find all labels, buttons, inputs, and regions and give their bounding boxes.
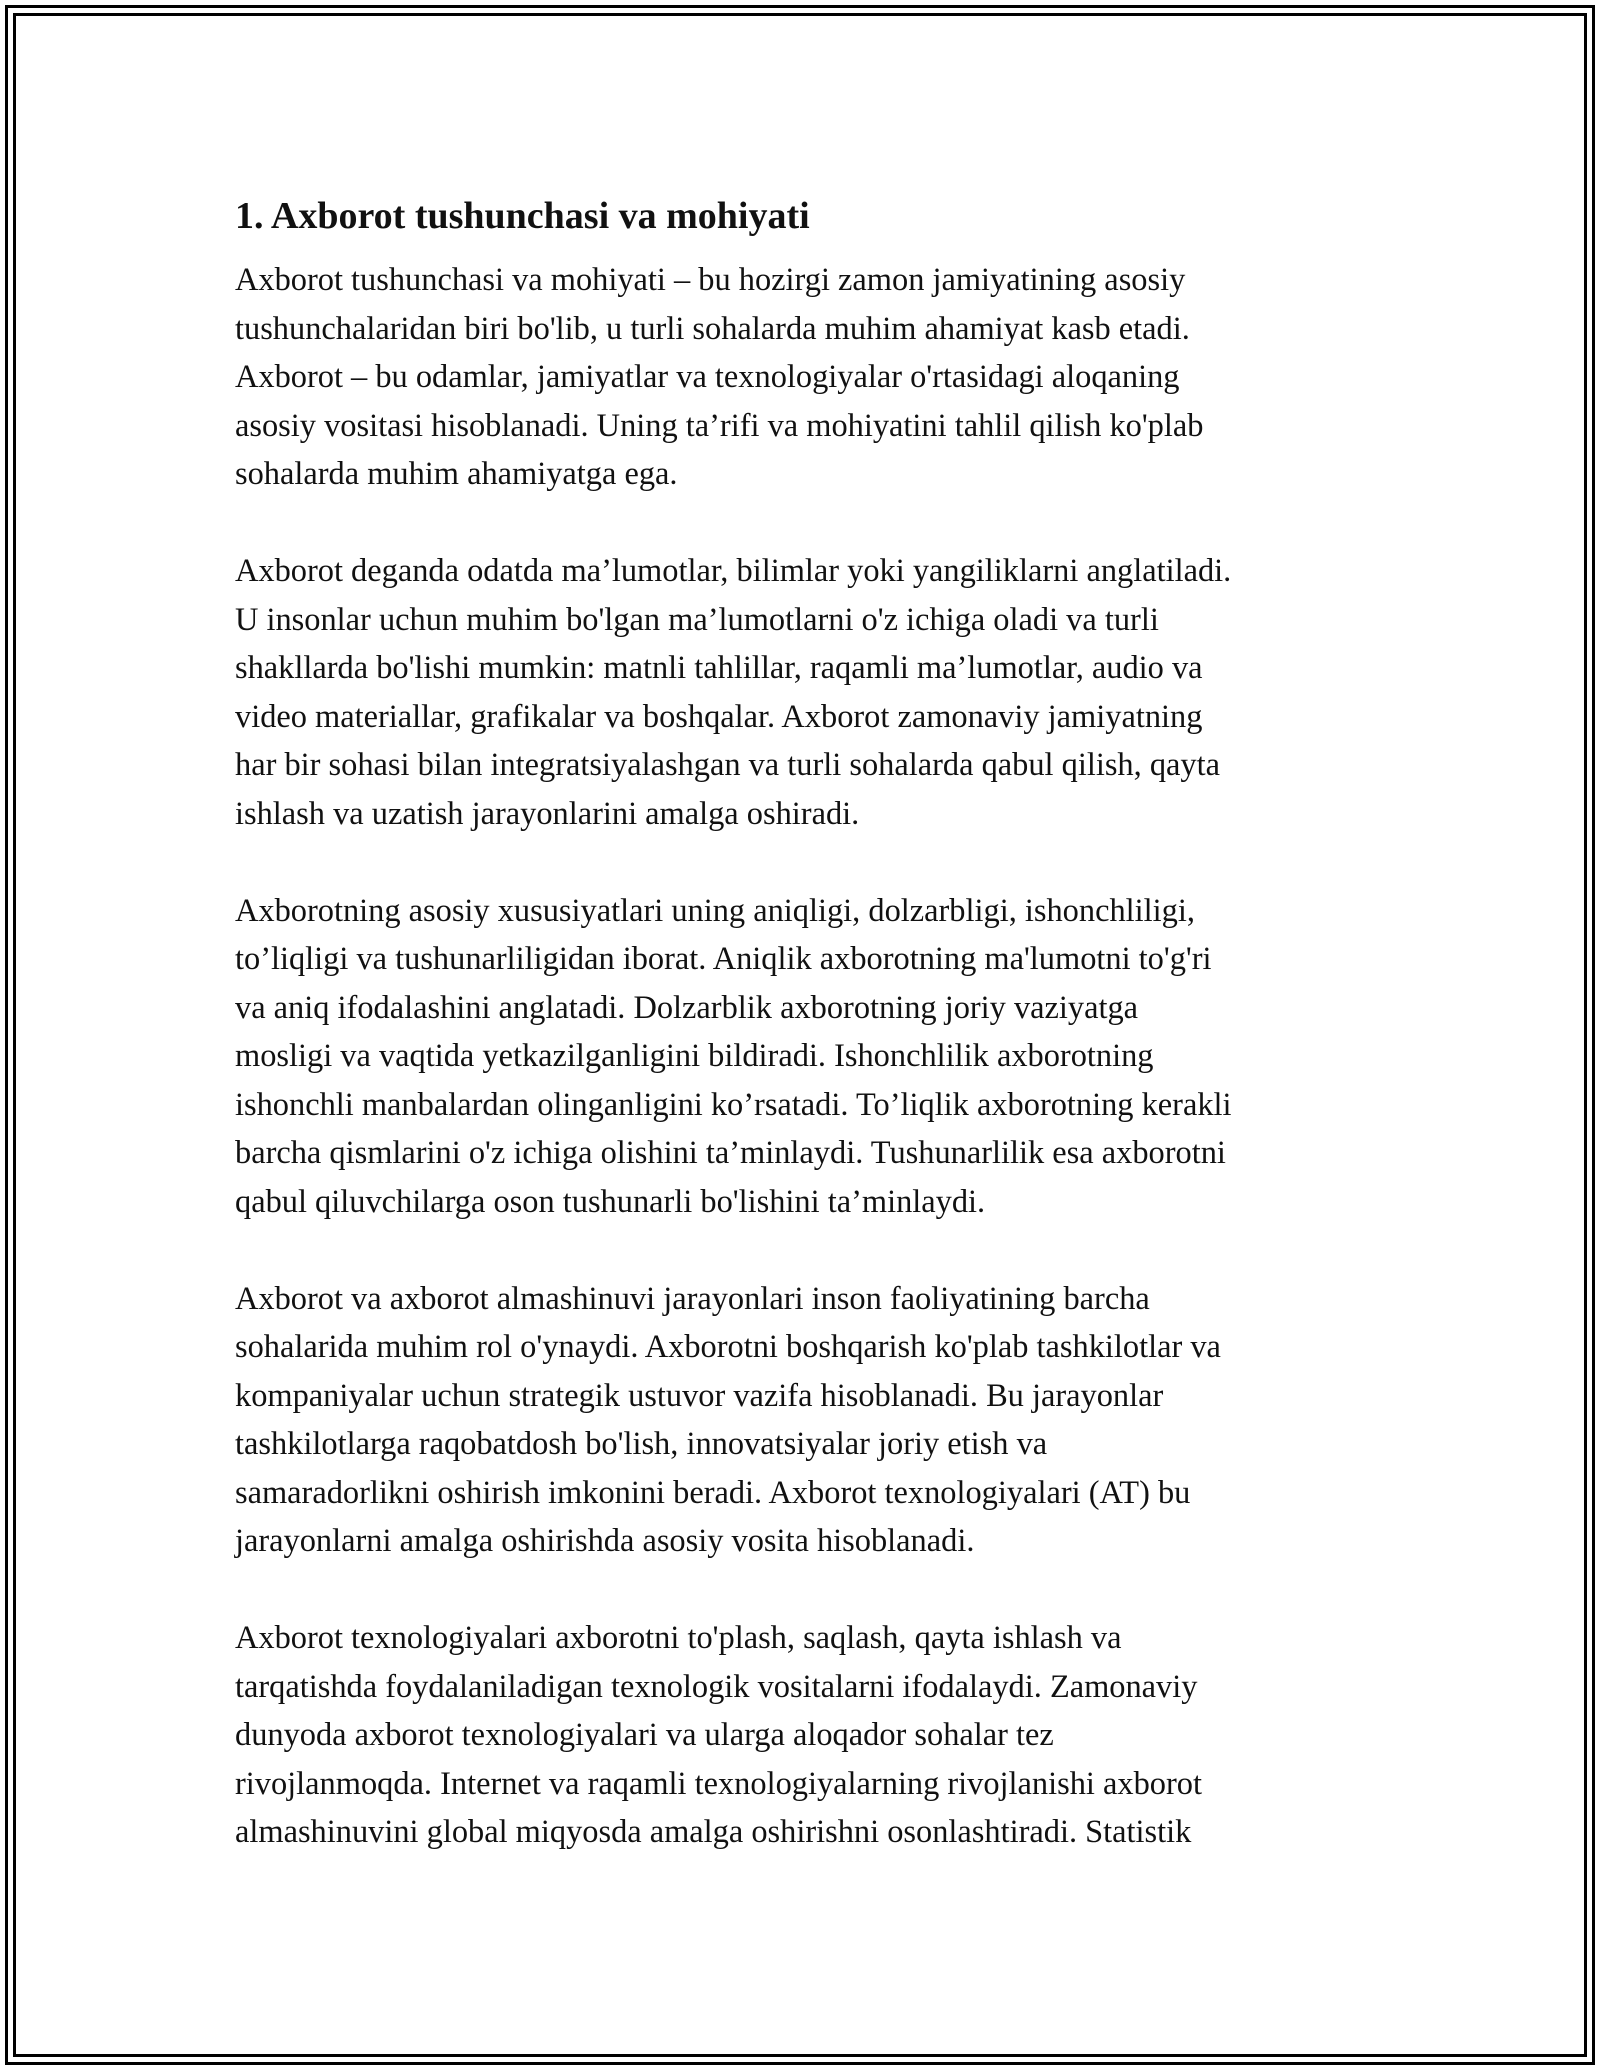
document-body	[235, 186, 1375, 1905]
paragraph: Axborot texnologiyalari axborotni to'plash, saqlash, qayta ishlash va tarqatishda foydalaniladigan texnologik vositalarni ifodalaydi. Zamonaviy dunyoda axborot texnologiyalari va ularga aloqador sohalar tez rivojlanmoqda. Internet va raqamli texnologiyalarning rivojlanishi axborot almashinuvini global miqyosda amalga oshirishni osonlashtiradi. Statistik	[235, 1620, 1202, 1850]
paragraph: Axborot va axborot almashinuvi jarayonlari inson faoliyatining barcha sohalarida muhim rol o'ynaydi. Axborotni boshqarish ko'plab tashkilotlar va kompaniyalar uchun strategik ustuvor vazifa hisoblanadi. Bu jarayonlar tashkilotlarga raqobatdosh bo'lish, innovatsiyalar joriy etish va samaradorlikni oshirish imkonini beradi. Axborot texnologiyalari (AT) bu jarayonlarni amalga oshirishda asosiy vosita hisoblanadi.	[235, 1280, 1221, 1559]
paragraph: Axborotning asosiy xususiyatlari uning aniqligi, dolzarbligi, ishonchliligi, to’liqligi va tushunarliligidan iborat. Aniqlik axborotning ma'lumotni to'g'ri va aniq ifodalashini anglatadi. Dolzarblik axborotning joriy vaziyatga mosligi va vaqtida yetkazilganligini bildiradi. Ishonchlilik axborotning ishonchli manbalardan olinganligini ko’rsatadi. To’liqlik axborotning kerakli barcha qismlarini o'z ichiga olishini ta’minlaydi. Tushunarlilik esa axborotni qabul qiluvchilarga oson tushunarli bo'lishini ta’minlaydi.	[235, 892, 1232, 1220]
paragraph: Axborot tushunchasi va mohiyati – bu hozirgi zamon jamiyatining asosiy tushunchalaridan biri bo'lib, u turli sohalarda muhim ahamiyat kasb etadi. Axborot – bu odamlar, jamiyatlar va texnologiyalar o'rtasidagi aloqaning asosiy vositasi hisoblanadi. Uning ta’rifi va mohiyatini tahlil qilish ko'plab sohalarda muhim ahamiyatga ega.	[235, 262, 1204, 492]
section-heading: 1. Axborot tushunchasi va mohiyati	[235, 195, 810, 237]
paragraph: Axborot deganda odatda ma’lumotlar, bilimlar yoki yangiliklarni anglatiladi. U insonlar uchun muhim bo'lgan ma’lumotlarni o'z ichiga oladi va turli shakllarda bo'lishi mumkin: matnli tahlillar, raqamli ma’lumotlar, audio va video materiallar, grafikalar va boshqalar. Axborot zamonaviy jamiyatning har bir sohasi bilan integratsiyalashgan va turli sohalarda qabul qilish, qayta ishlash va uzatish jarayonlarini amalga oshiradi.	[235, 553, 1232, 832]
